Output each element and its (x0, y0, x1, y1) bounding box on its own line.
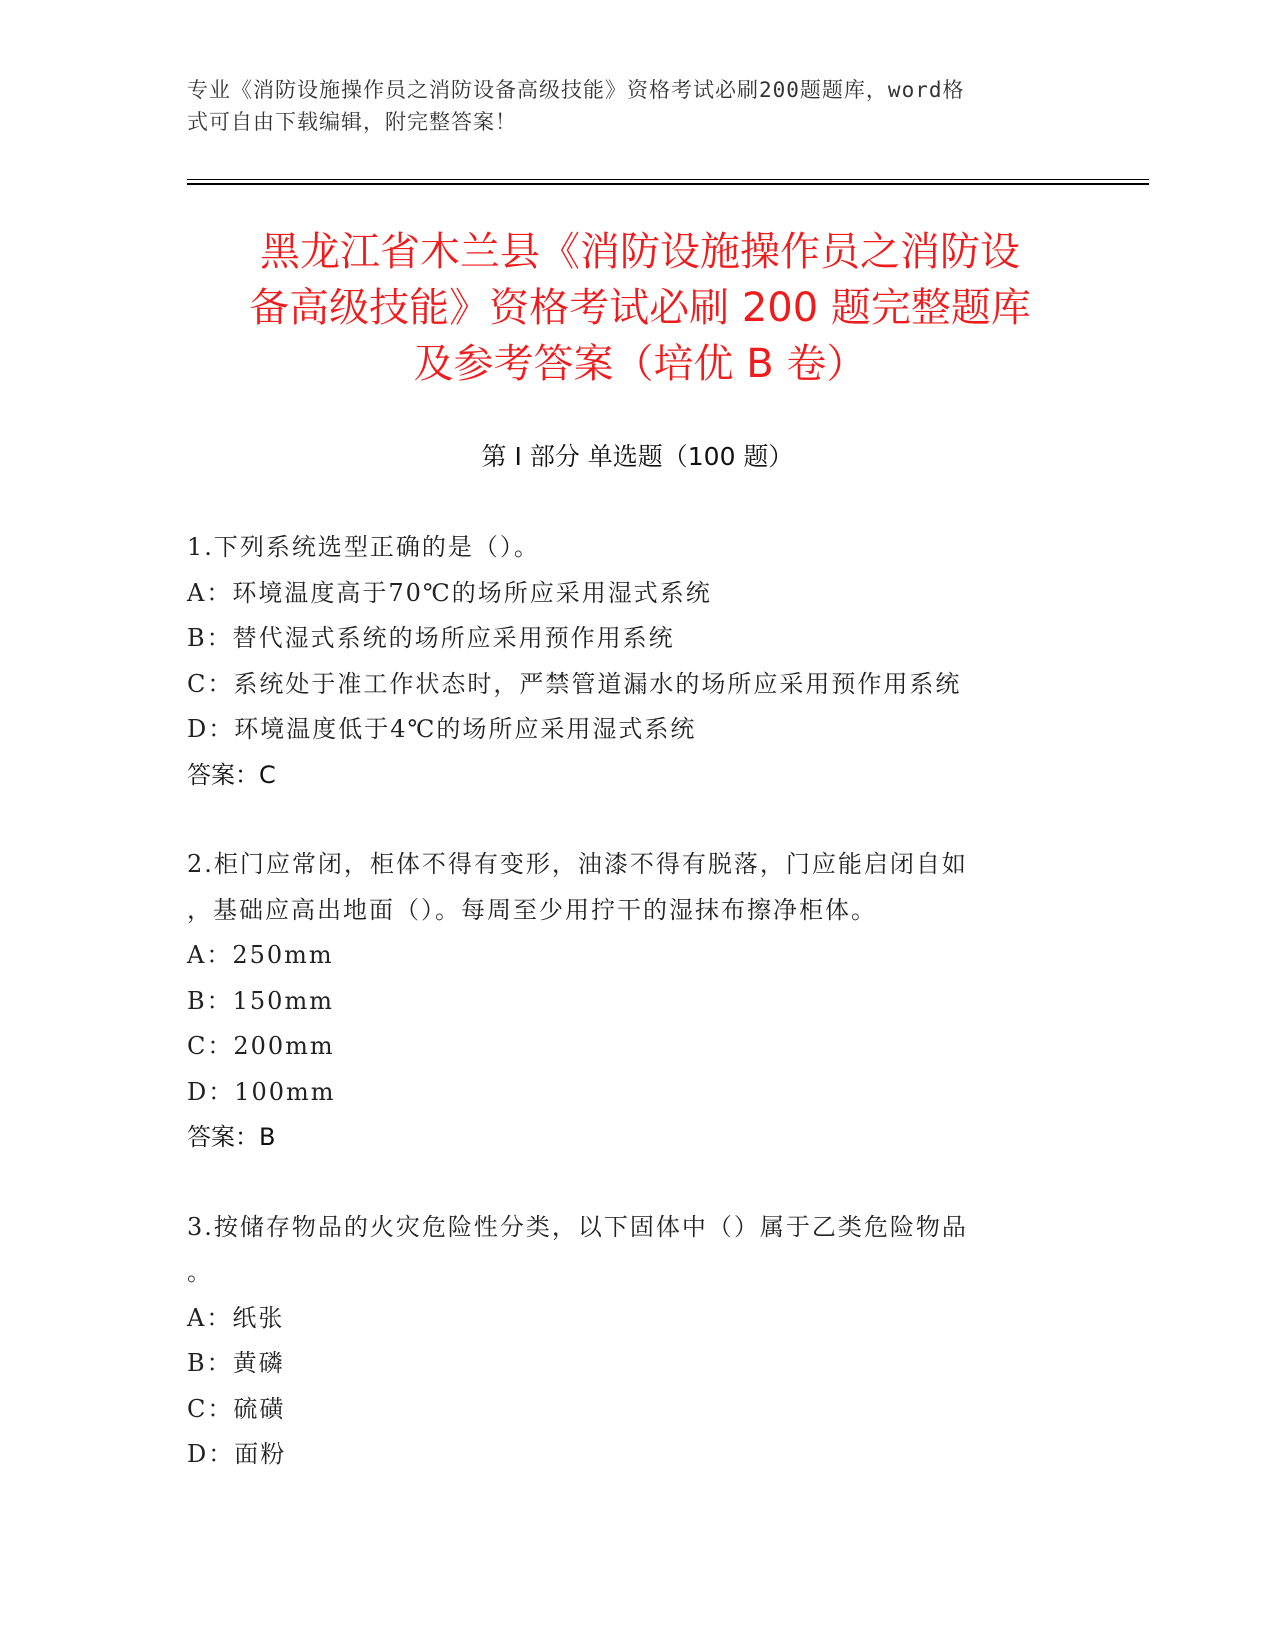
option-a: A：250mm (187, 941, 334, 969)
question-3 (187, 1205, 1067, 1478)
header-note-line-2: 式可自由下载编辑，附完整答案！ (187, 110, 517, 134)
option-b: B：150mm (187, 986, 334, 1015)
option-d: D：100mm (187, 1077, 336, 1106)
header-divider-thin (187, 179, 1149, 180)
option-d: D：面粉 (187, 1440, 287, 1468)
question-stem-line-1: 3.按储存物品的火灾危险性分类，以下固体中（）属于乙类危险物品 (187, 1212, 968, 1241)
option-d: D：环境温度低于4℃的场所应采用湿式系统 (187, 715, 697, 743)
question-stem: 1.下列系统选型正确的是（）。 (187, 533, 540, 561)
option-c: C：硫磺 (187, 1394, 286, 1423)
option-b: B：黄磷 (187, 1349, 285, 1377)
option-c: C：系统处于准工作状态时，严禁管道漏水的场所应采用预作用系统 (187, 669, 962, 698)
document-title-line-1: 黑龙江省木兰县《消防设施操作员之消防设 (260, 229, 1020, 275)
option-a: A：环境温度高于70℃的场所应采用湿式系统 (187, 578, 712, 607)
question-2 (187, 842, 1067, 1161)
question-list (187, 525, 1067, 1522)
question-stem-line-2: 。 (187, 1258, 213, 1286)
option-a: A：纸张 (187, 1303, 285, 1332)
header-note-line-1: 专业《消防设施操作员之消防设备高级技能》资格考试必刷200题题库，word格 (187, 78, 965, 102)
answer: 答案：C (187, 760, 276, 789)
document-title (180, 224, 1100, 392)
document-title-line-3: 及参考答案（培优 B 卷） (413, 341, 867, 387)
header-note (187, 74, 1067, 138)
question-stem-line-1: 2.柜门应常闭，柜体不得有变形，油漆不得有脱落，门应能启闭自如 (187, 850, 968, 878)
question-stem-line-2: ，基础应高出地面（）。每周至少用拧干的湿抹布擦净柜体。 (187, 895, 877, 924)
option-b: B：替代湿式系统的场所应采用预作用系统 (187, 624, 675, 652)
option-c: C：200mm (187, 1032, 335, 1060)
document-title-line-2: 备高级技能》资格考试必刷 200 题完整题库 (249, 285, 1031, 331)
question-1 (187, 525, 1067, 798)
header-divider-thick (187, 183, 1149, 185)
section-title: 第 I 部分 单选题（100 题） (481, 442, 794, 471)
answer: 答案：B (187, 1123, 276, 1151)
